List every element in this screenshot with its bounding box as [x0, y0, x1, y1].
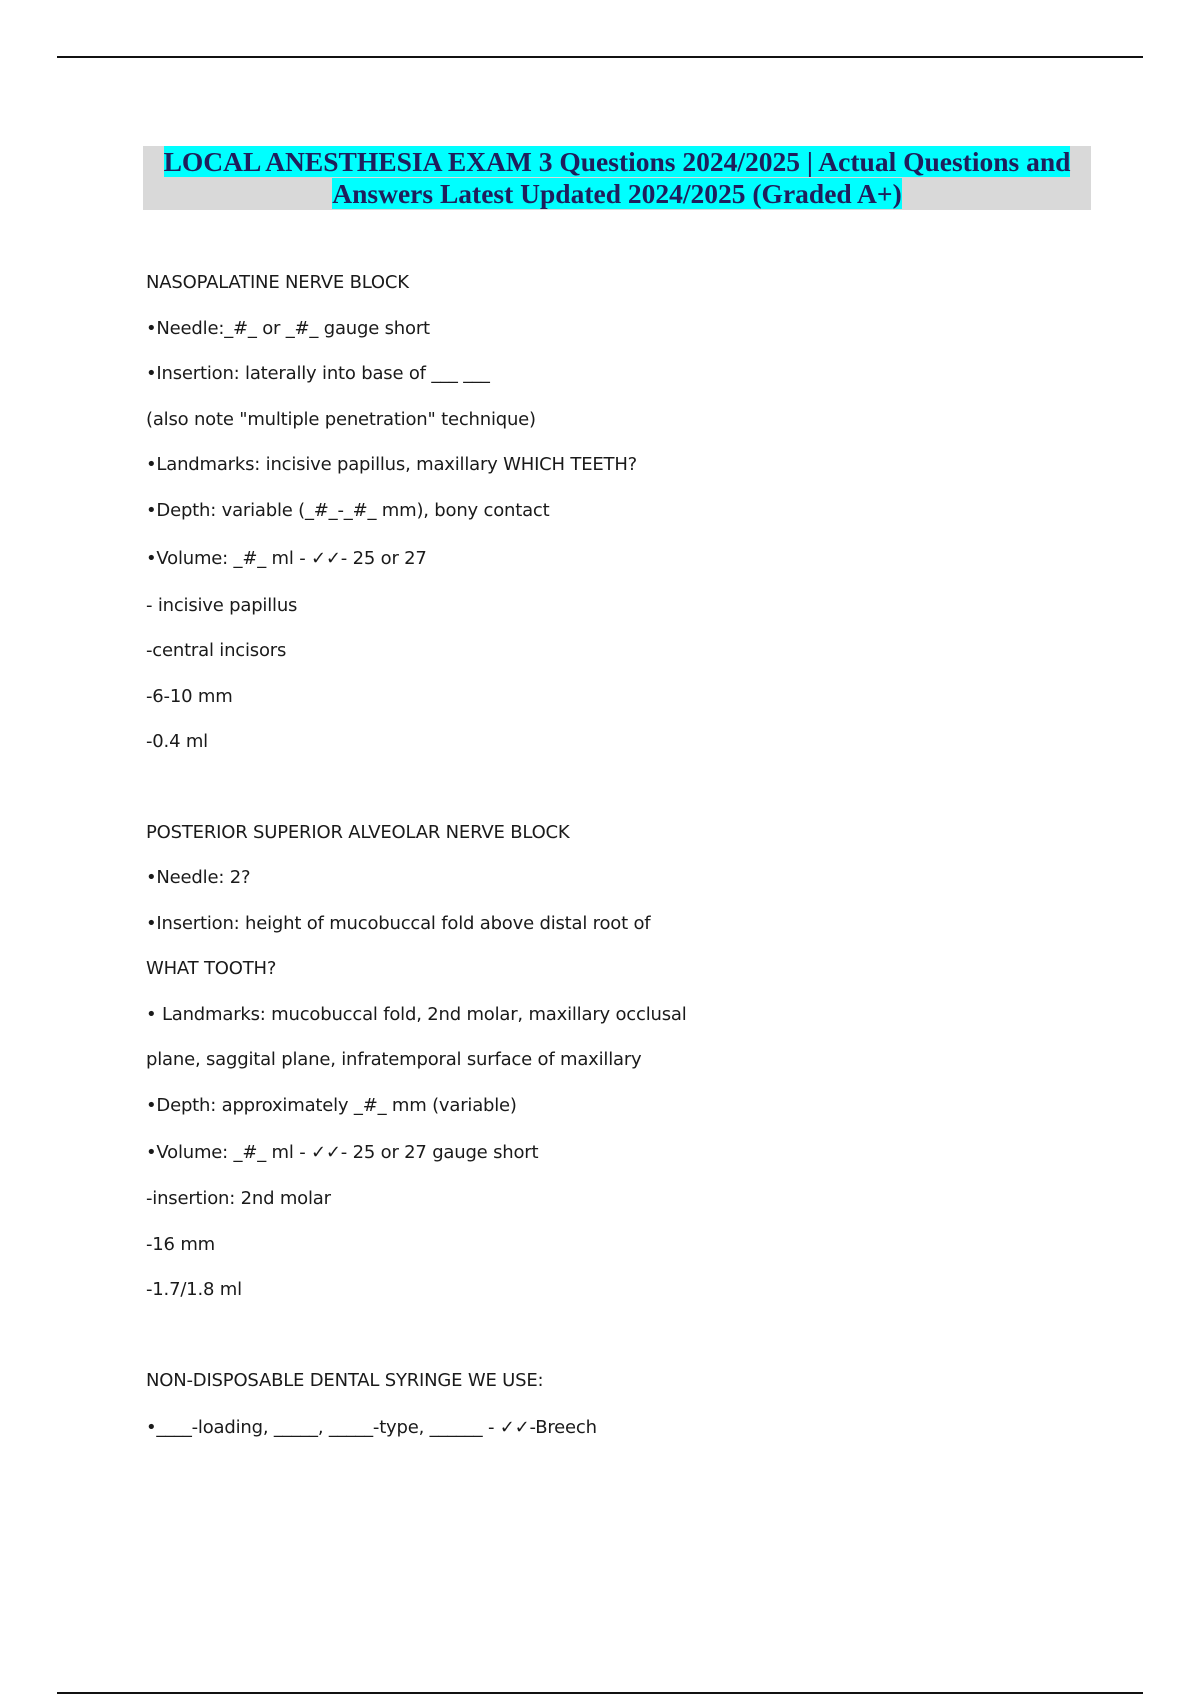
- question-line: •Insertion: height of mucobuccal fold above distal root of: [146, 913, 651, 934]
- title-line-1: LOCAL ANESTHESIA EXAM 3 Questions 2024/2025 | Actual Questions and: [163, 146, 1071, 177]
- question-line: WHAT TOOTH?: [146, 958, 277, 979]
- answer-line: -16 mm: [146, 1234, 215, 1255]
- question-line: •Needle:_#_ or _#_ gauge short: [146, 318, 430, 339]
- question-line: •Landmarks: incisive papillus, maxillary WHICH TEETH?: [146, 454, 638, 475]
- question-line: •Insertion: laterally into base of ___ ___: [146, 363, 490, 384]
- top-rule: [57, 56, 1143, 58]
- answer-line: -insertion: 2nd molar: [146, 1188, 331, 1209]
- question-line: •Depth: approximately _#_ mm (variable): [146, 1095, 517, 1116]
- title-line-2: Answers Latest Updated 2024/2025 (Graded A+): [332, 178, 902, 209]
- question-line: (also note "multiple penetration" technique): [146, 409, 536, 430]
- answer-line: -central incisors: [146, 640, 287, 661]
- question-line: • Landmarks: mucobuccal fold, 2nd molar, maxillary occlusal: [146, 1004, 687, 1025]
- question-line: •Volume: _#_ ml - ✓✓- 25 or 27: [146, 548, 427, 569]
- section-heading-syringe: NON-DISPOSABLE DENTAL SYRINGE WE USE:: [146, 1370, 544, 1391]
- section-heading-nasopalatine: NASOPALATINE NERVE BLOCK: [146, 272, 409, 293]
- answer-line: -1.7/1.8 ml: [146, 1279, 242, 1300]
- bottom-rule: [57, 1692, 1143, 1694]
- question-line: plane, saggital plane, infratemporal surface of maxillary: [146, 1049, 642, 1070]
- question-line: •____-loading, _____, _____-type, ______ - ✓✓-Breech: [146, 1417, 597, 1438]
- answer-line: - incisive papillus: [146, 595, 298, 616]
- answer-line: -6-10 mm: [146, 686, 233, 707]
- answer-line: -0.4 ml: [146, 731, 208, 752]
- document-title: [143, 146, 1091, 210]
- question-line: •Depth: variable (_#_-_#_ mm), bony contact: [146, 500, 550, 521]
- question-line: •Volume: _#_ ml - ✓✓- 25 or 27 gauge short: [146, 1142, 539, 1163]
- question-line: •Needle: 2?: [146, 867, 251, 888]
- section-heading-psa: POSTERIOR SUPERIOR ALVEOLAR NERVE BLOCK: [146, 822, 570, 843]
